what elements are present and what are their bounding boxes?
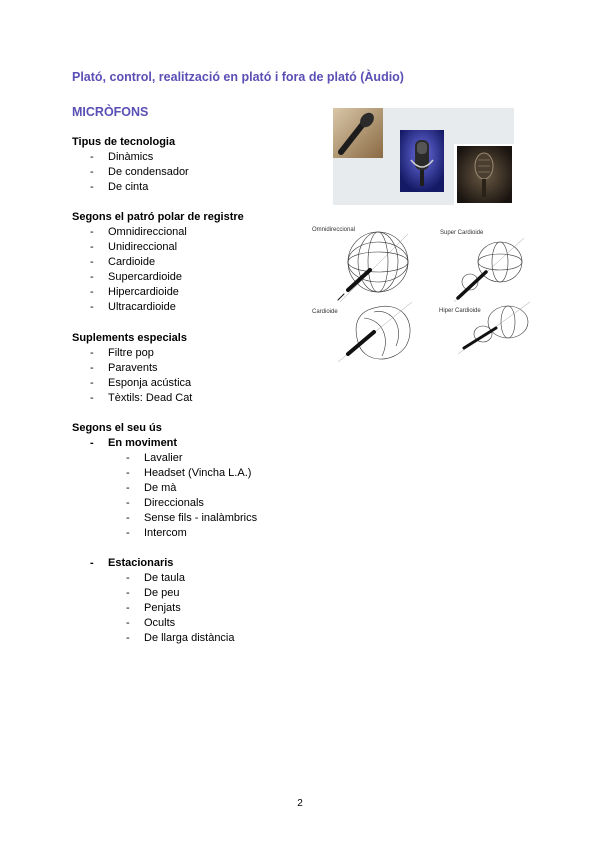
polar-patterns-image	[308, 224, 538, 362]
list-item: - Penjats	[108, 601, 257, 616]
list-item: - De cinta	[72, 180, 189, 195]
page-title: Plató, control, realització en plató i fora de plató (Àudio)	[72, 70, 404, 84]
list-item: - Filtre pop	[72, 346, 192, 361]
suplements-list	[72, 346, 192, 406]
label-omni: Omnidireccional	[312, 227, 356, 233]
list-item: - Ultracardioide	[72, 300, 244, 315]
list-item: - Unidireccional	[72, 240, 244, 255]
us-list	[72, 436, 257, 451]
list-item: - De mà	[108, 481, 257, 496]
list-item: - De condensador	[72, 165, 189, 180]
microphone-photos	[333, 108, 514, 205]
group-heading: Segons el patró polar de registre	[72, 211, 244, 223]
list-item: - Paravents	[72, 361, 192, 376]
page-number: 2	[297, 798, 303, 809]
label-cardio: Cardioide	[312, 309, 338, 315]
group-heading: Segons el seu ús	[72, 422, 162, 434]
sub-heading-estacionaris: - Estacionaris	[72, 556, 257, 571]
group-heading: Tipus de tecnologia	[72, 136, 176, 148]
section-title: MICRÒFONS	[72, 105, 149, 119]
group-us	[72, 421, 257, 646]
list-item: - Direccionals	[108, 496, 257, 511]
group-tecnologia	[72, 135, 189, 195]
list-item: - Tèxtils: Dead Cat	[72, 391, 192, 406]
list-item: - Hipercardioide	[72, 285, 244, 300]
tecnologia-list	[72, 150, 189, 195]
cardio-mic-body	[348, 332, 374, 354]
list-item: - Dinàmics	[72, 150, 189, 165]
list-item: - De llarga distància	[108, 631, 257, 646]
list-item: - Cardioide	[72, 255, 244, 270]
label-hiper: Hiper Cardioide	[439, 308, 481, 314]
list-item: - Omnidireccional	[72, 225, 244, 240]
patro-list	[72, 225, 244, 315]
group-heading: Suplements especials	[72, 332, 187, 344]
label-super: Super Cardioide	[440, 230, 484, 236]
hiper-mic-body	[464, 328, 496, 348]
list-item: - Intercom	[108, 526, 257, 541]
list-item: - Ocults	[108, 616, 257, 631]
estacionaris-list	[108, 571, 257, 646]
group-suplements	[72, 331, 192, 406]
list-item: - De peu	[108, 586, 257, 601]
omni-pattern	[340, 232, 408, 302]
list-item: - Esponja acústica	[72, 376, 192, 391]
list-item: - Headset (Vincha L.A.)	[108, 466, 257, 481]
list-item: - De taula	[108, 571, 257, 586]
polar-patterns-figure	[308, 224, 538, 362]
us-list-2	[72, 556, 257, 571]
super-mic-body	[458, 272, 486, 298]
list-item: - Supercardioide	[72, 270, 244, 285]
group-patro	[72, 210, 244, 315]
microphone-photos-image	[333, 108, 514, 205]
list-item: - Lavalier	[108, 451, 257, 466]
list-item: - Sense fils - inalàmbrics	[108, 511, 257, 526]
moviment-list	[108, 451, 257, 541]
sub-heading-moviment: - En moviment	[72, 436, 257, 451]
